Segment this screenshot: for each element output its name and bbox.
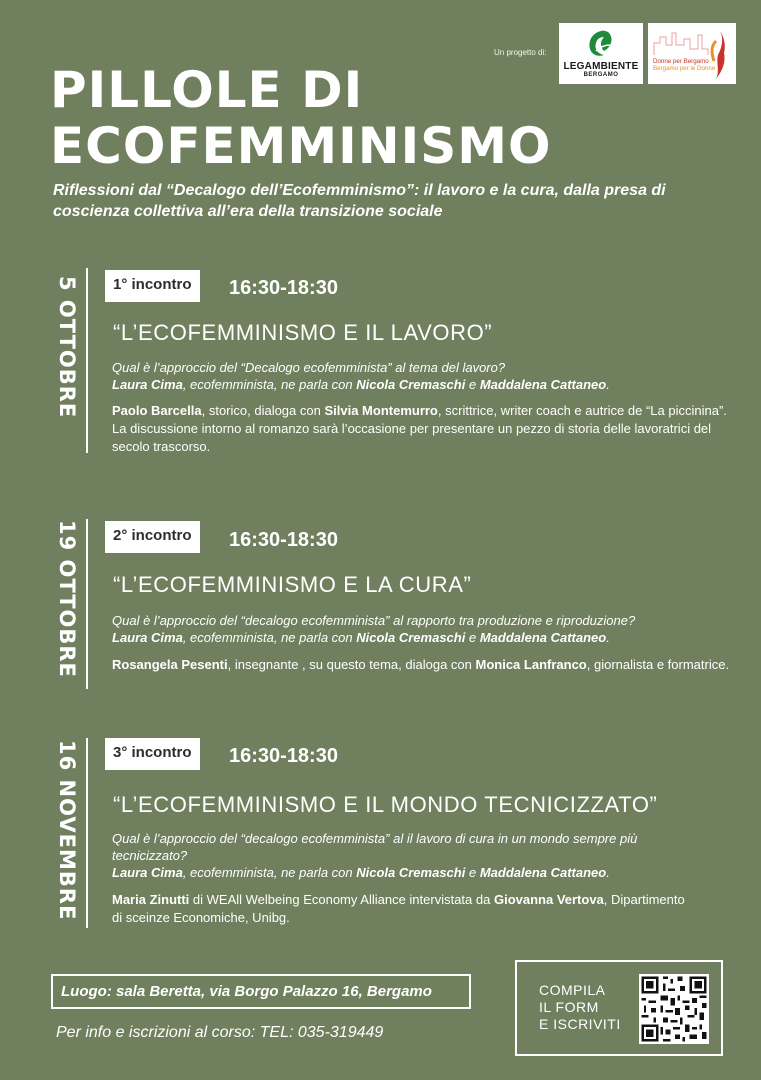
donne-logo-graphic: [650, 25, 734, 82]
event-date-1: [47, 276, 87, 448]
donne-logo-line2: Bergamo per le Donne: [653, 65, 716, 72]
event-title-2: “L’ECOFEMMINISMO E LA CURA”: [113, 572, 472, 597]
legambiente-name: LEGAMBIENTE: [563, 61, 639, 72]
qr-code-icon[interactable]: [639, 974, 709, 1044]
event-divider-1: [86, 268, 88, 453]
event-divider-2: [86, 519, 88, 689]
event-question-2-text: Qual è l’approccio del “decalogo ecofemminista” al rapporto tra produzione e riproduzione?: [112, 613, 636, 628]
event-speakers-2: Laura Cima, ecofemminista, ne parla con Nicola Cremaschi e Maddalena Cattaneo.: [112, 630, 610, 645]
cta-line-2: IL FORM: [539, 999, 599, 1015]
event-title-1: “L’ECOFEMMINISMO E IL LAVORO”: [113, 320, 493, 345]
event-date-1-label: 5 OTTOBRE: [55, 276, 79, 419]
event-divider-3: [86, 738, 88, 928]
donne-per-bergamo-logo: [648, 23, 736, 84]
registration-box[interactable]: [515, 960, 723, 1056]
event-badge-3: 3° incontro: [105, 738, 200, 770]
event-badge-2: 2° incontro: [105, 521, 200, 553]
event-description-1: Paolo Barcella, storico, dialoga con Silvia Montemurro, scrittrice, writer coach e autrice de “La piccinina”. La discussione intorno al romanzo sarà l’occasione per presentare un pezzo di storia delle lavoratrici del secolo trascorso.: [112, 403, 727, 454]
cta-line-1: COMPILA: [539, 982, 606, 998]
event-question-1-text: Qual è l’approccio del “Decalogo ecofemminista” al tema del lavoro?: [112, 360, 506, 375]
event-question-3: [112, 830, 682, 881]
cta-line-3: E ISCRIVITI: [539, 1016, 621, 1032]
event-question-2: [112, 612, 732, 646]
event-time-3: 16:30-18:30: [229, 745, 338, 767]
event-date-2-label: 19 OTTOBRE: [55, 520, 79, 678]
title-line-2: ECOFEMMINISMO: [50, 117, 552, 175]
event-time-2: 16:30-18:30: [229, 529, 338, 551]
page-title: [50, 62, 650, 174]
contact-info: Per info e iscrizioni al corso: TEL: 035-319449: [56, 1024, 384, 1041]
donne-logo-line1: Donne per Bergamo: [653, 58, 709, 65]
event-question-3-text: Qual è l’approccio del “decalogo ecofemminista” al il lavoro di cura in un mondo sempre più tecnicizzato?: [112, 831, 638, 863]
event-speakers-3: Laura Cima, ecofemminista, ne parla con Nicola Cremaschi e Maddalena Cattaneo.: [112, 865, 610, 880]
page-subtitle: Riflessioni dal “Decalogo dell’Ecofemminismo”: il lavoro e la cura, dalla presa di coscienza collettiva all’era della transizione sociale: [53, 182, 666, 220]
title-line-1: PILLOLE DI: [50, 61, 364, 119]
project-label: Un progetto di:: [494, 48, 547, 57]
event-description-3: Maria Zinutti di WEAll Welbeing Economy Alliance intervistata da Giovanna Vertova, Dipartimento di sceinze Economiche, Unibg.: [112, 892, 685, 925]
legambiente-city: BERGAMO: [583, 72, 619, 78]
event-speakers-1: Laura Cima, ecofemminista, ne parla con Nicola Cremaschi e Maddalena Cattaneo.: [112, 377, 610, 392]
event-time-1: 16:30-18:30: [229, 277, 338, 299]
event-question-1: [112, 359, 732, 393]
event-description-2: Rosangela Pesenti, insegnante , su questo tema, dialoga con Monica Lanfranco, giornalista e formatrice.: [112, 657, 730, 672]
event-date-2: [47, 520, 87, 690]
event-date-3: [47, 740, 87, 922]
registration-cta: [539, 982, 629, 1033]
venue-box: Luogo: sala Beretta, via Borgo Palazzo 16, Bergamo: [51, 974, 471, 1009]
event-badge-1: 1° incontro: [105, 270, 200, 302]
leaf-icon: [584, 29, 618, 59]
event-title-3: “L’ECOFEMMINISMO E IL MONDO TECNICIZZATO”: [113, 792, 658, 817]
event-date-3-label: 16 NOVEMBRE: [55, 740, 79, 921]
